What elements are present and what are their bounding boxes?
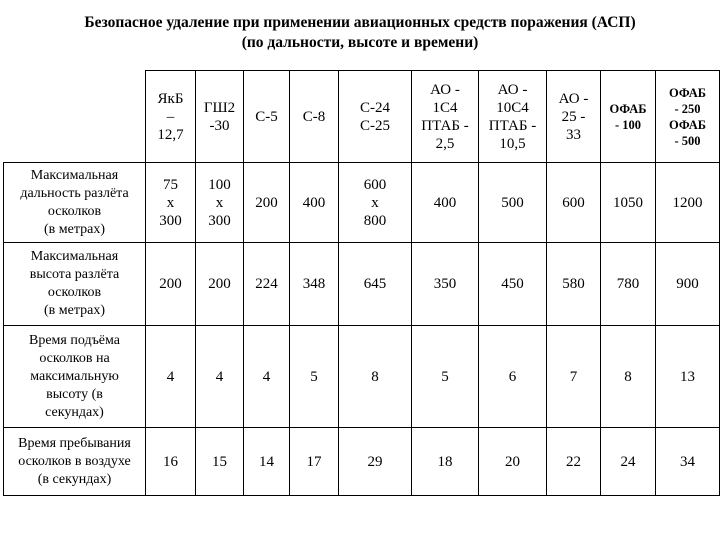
table-cell: 4 [244, 326, 290, 428]
page-title [0, 13, 720, 53]
table-cell: 450 [479, 243, 547, 326]
table-cell: 900 [656, 243, 720, 326]
table-row [4, 428, 720, 496]
table-cell: 17 [290, 428, 339, 496]
table-cell: 5 [412, 326, 479, 428]
header-row [4, 71, 720, 163]
table-cell: 18 [412, 428, 479, 496]
column-header: С-24 С-25 [339, 71, 412, 163]
table-cell: 7 [547, 326, 601, 428]
title-line-2: (по дальности, высоте и времени) [241, 34, 479, 51]
column-header: АО - 1С4 ПТАБ - 2,5 [412, 71, 479, 163]
table-cell: 75 х 300 [146, 163, 196, 243]
table-cell: 200 [244, 163, 290, 243]
table-cell: 24 [601, 428, 656, 496]
row-label: Максимальная дальность разлёта осколков (в метрах) [4, 163, 146, 243]
table-cell: 348 [290, 243, 339, 326]
table-cell: 200 [146, 243, 196, 326]
table-cell: 1200 [656, 163, 720, 243]
table-cell: 13 [656, 326, 720, 428]
table-cell: 224 [244, 243, 290, 326]
column-header: ЯкБ – 12,7 [146, 71, 196, 163]
table-row [4, 243, 720, 326]
table-cell: 500 [479, 163, 547, 243]
table-cell: 15 [196, 428, 244, 496]
row-label: Время пребывания осколков в воздухе (в секундах) [4, 428, 146, 496]
table-cell: 5 [290, 326, 339, 428]
table-cell: 580 [547, 243, 601, 326]
table-cell: 8 [601, 326, 656, 428]
table-cell: 400 [412, 163, 479, 243]
row-label: Максимальная высота разлёта осколков (в метрах) [4, 243, 146, 326]
table-row [4, 163, 720, 243]
table-cell: 600 [547, 163, 601, 243]
table-cell: 16 [146, 428, 196, 496]
column-header: ОФАБ - 100 [601, 71, 656, 163]
column-header: ГШ2 -30 [196, 71, 244, 163]
table-cell: 400 [290, 163, 339, 243]
table-cell: 20 [479, 428, 547, 496]
table-row [4, 326, 720, 428]
table-cell: 14 [244, 428, 290, 496]
column-header: АО - 25 - 33 [547, 71, 601, 163]
table-cell: 1050 [601, 163, 656, 243]
table-cell: 200 [196, 243, 244, 326]
column-header: ОФАБ - 250 ОФАБ - 500 [656, 71, 720, 163]
table-cell: 645 [339, 243, 412, 326]
table-cell: 29 [339, 428, 412, 496]
table-cell: 34 [656, 428, 720, 496]
column-header: С-5 [244, 71, 290, 163]
table-cell: 6 [479, 326, 547, 428]
header-corner [4, 71, 146, 163]
title-line-1: Безопасное удаление при применении авиационных средств поражения (АСП) [84, 14, 636, 31]
table-cell: 4 [146, 326, 196, 428]
table-cell: 350 [412, 243, 479, 326]
column-header: С-8 [290, 71, 339, 163]
table-cell: 22 [547, 428, 601, 496]
table-cell: 100 х 300 [196, 163, 244, 243]
column-header: АО - 10С4 ПТАБ - 10,5 [479, 71, 547, 163]
table-cell: 600 х 800 [339, 163, 412, 243]
table-cell: 8 [339, 326, 412, 428]
table-cell: 780 [601, 243, 656, 326]
safety-distance-table [3, 70, 720, 496]
row-label: Время подъёма осколков на максимальную высоту (в секундах) [4, 326, 146, 428]
table-cell: 4 [196, 326, 244, 428]
